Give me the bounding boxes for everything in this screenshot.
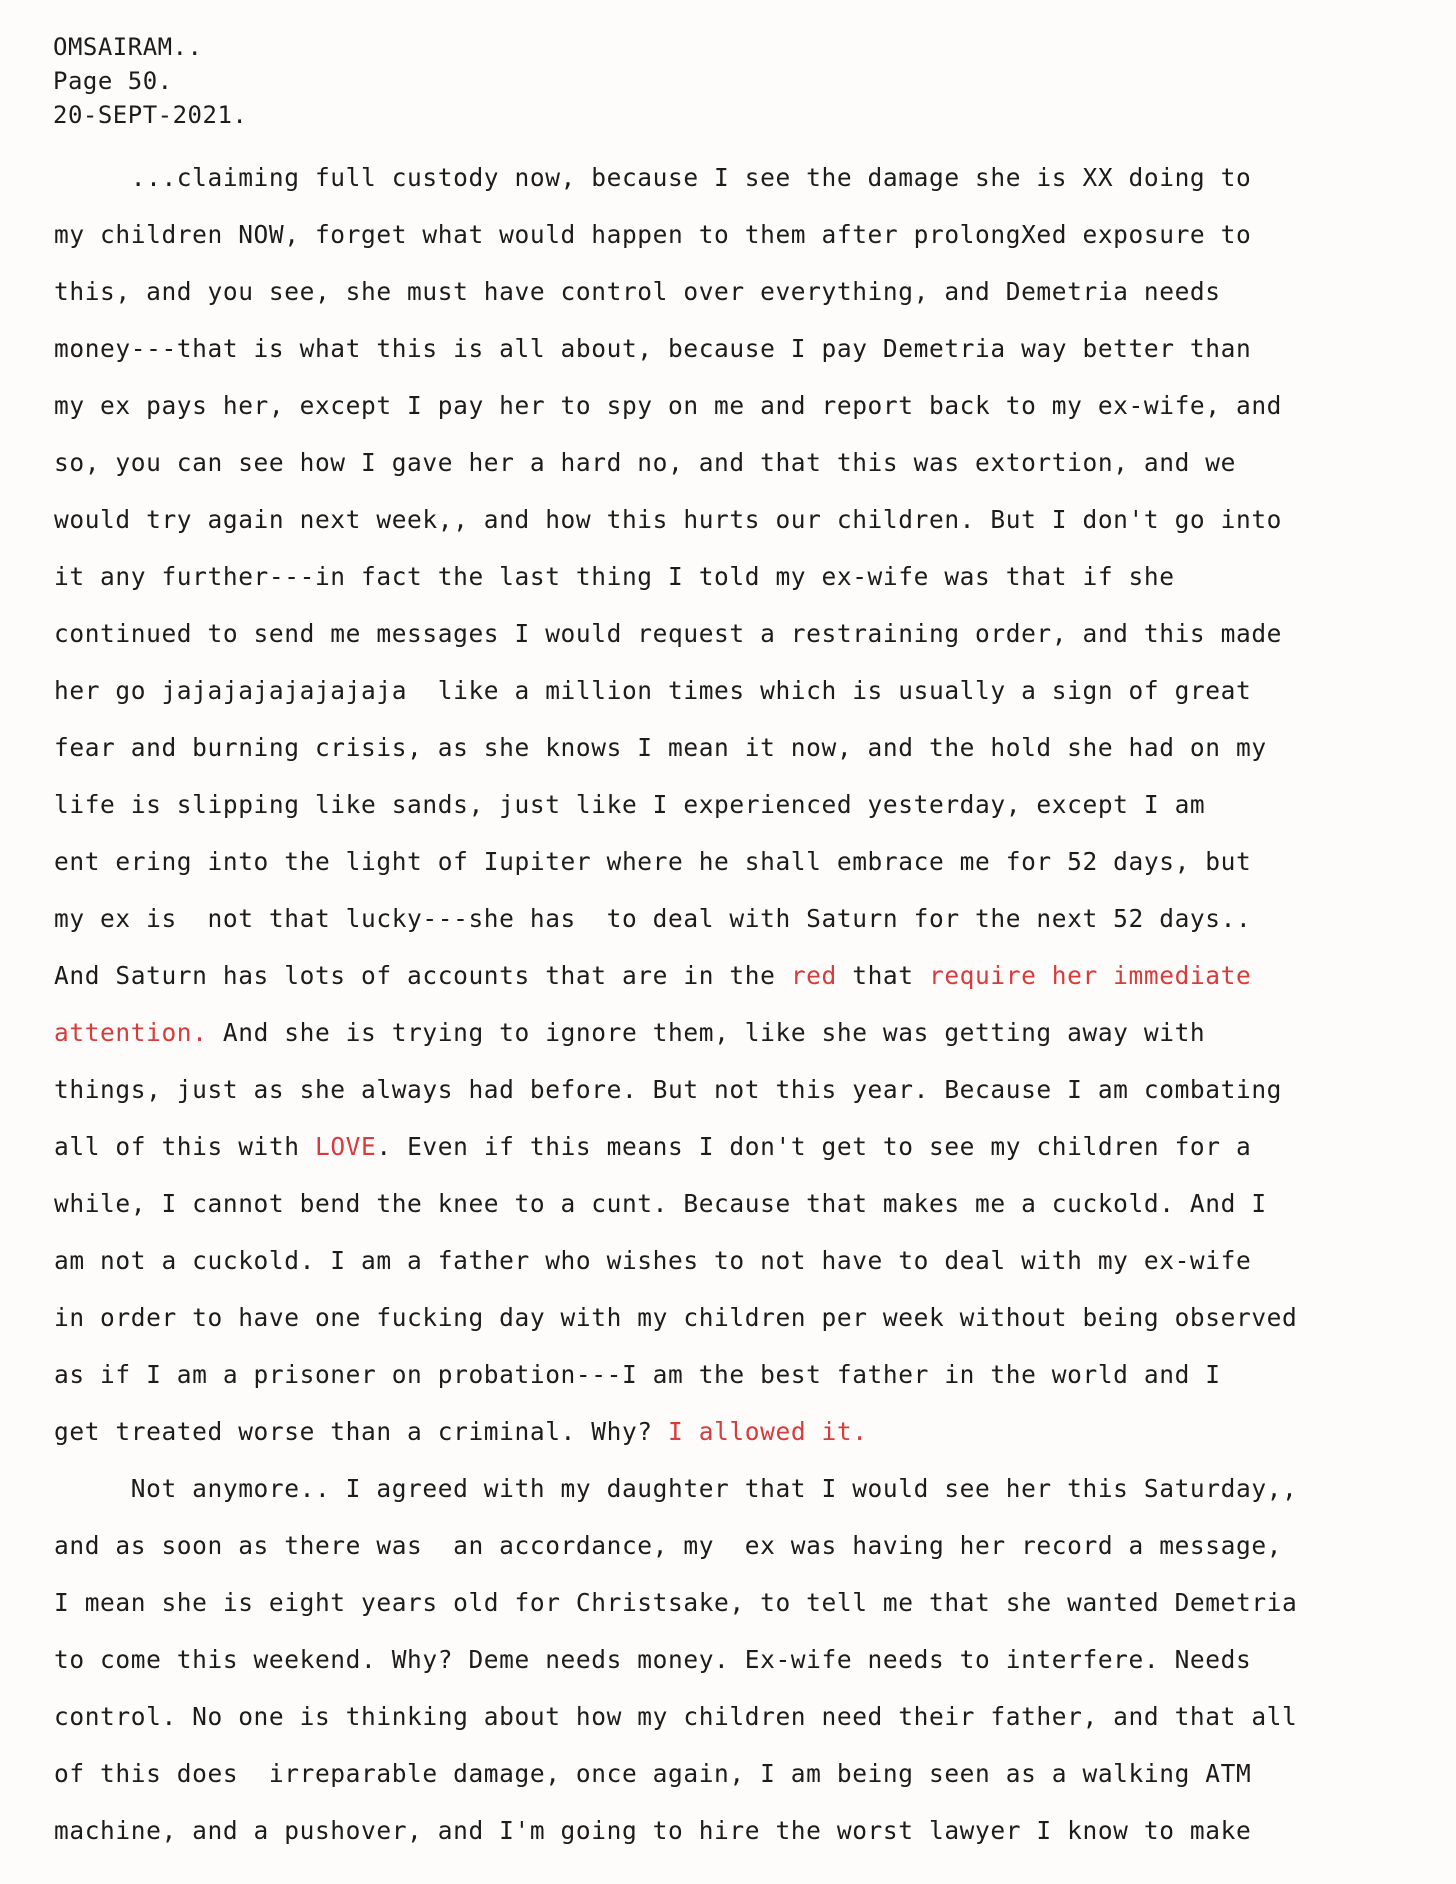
page-number: Page 50.	[53, 67, 173, 95]
text-line	[54, 548, 1444, 605]
text-segment: her go jajajajajajajaja like a million times which is usually a sign of great	[54, 676, 1252, 705]
text-line	[54, 1631, 1444, 1688]
text-line	[54, 662, 1444, 719]
text-segment: my ex pays her, except I pay her to spy on me and report back to my ex-wife, and	[54, 391, 1283, 420]
text-line	[54, 263, 1444, 320]
text-segment: to come this weekend. Why? Deme needs money. Ex-wife needs to interfere. Needs	[54, 1645, 1252, 1674]
body-text	[54, 149, 1444, 1859]
text-line	[54, 719, 1444, 776]
text-segment: And she is trying to ignore them, like she was getting away with	[207, 1018, 1206, 1047]
text-line	[54, 1004, 1444, 1061]
text-segment: ent ering into the light of Iupiter where he shall embrace me for 52 days, but	[54, 847, 1252, 876]
text-segment: and as soon as there was an accordance, my ex was having her record a message,	[54, 1531, 1283, 1560]
text-line	[54, 1346, 1444, 1403]
text-segment: life is slipping like sands, just like I experienced yesterday, except I am	[54, 790, 1206, 819]
red-text-segment: require her immediate	[928, 961, 1252, 990]
text-line	[54, 1802, 1444, 1859]
text-segment: of this does irreparable damage, once again, I am being seen as a walking ATM	[54, 1759, 1252, 1788]
text-line	[54, 1118, 1444, 1175]
red-text-segment: attention.	[54, 1018, 208, 1047]
text-line	[54, 1688, 1444, 1745]
text-line	[54, 890, 1444, 947]
text-segment: am not a cuckold. I am a father who wishes to not have to deal with my ex-wife	[54, 1246, 1252, 1275]
header-title: OMSAIRAM..	[53, 33, 203, 61]
text-segment: control. No one is thinking about how my children need their father, and that all	[54, 1702, 1298, 1731]
text-line	[54, 1175, 1444, 1232]
text-line	[54, 1232, 1444, 1289]
page-header	[53, 30, 247, 132]
text-line	[54, 776, 1444, 833]
text-segment: doing to	[1113, 163, 1252, 192]
text-segment: . Even if this means I don't get to see my children for a	[376, 1132, 1252, 1161]
text-line	[54, 377, 1444, 434]
text-line	[54, 833, 1444, 890]
text-segment: And Saturn has lots of accounts that are in the	[54, 961, 791, 990]
text-line	[54, 491, 1444, 548]
text-segment: this, and you see, she must have control over everything, and Demetria needs	[54, 277, 1221, 306]
text-segment: XX	[1082, 163, 1114, 192]
text-line	[54, 1517, 1444, 1574]
text-segment: that	[836, 961, 929, 990]
red-text-segment: LOVE	[314, 1132, 377, 1161]
text-segment: ...claiming full custody now, because I see the damage she is	[54, 163, 1083, 192]
text-segment: get treated worse than a criminal. Why?	[54, 1417, 669, 1446]
text-line	[54, 206, 1444, 263]
text-line	[54, 1061, 1444, 1118]
text-segment: so, you can see how I gave her a hard no, and that this was extortion, and we	[54, 448, 1236, 477]
text-segment: I mean she is eight years old for Christsake, to tell me that she wanted Demetria	[54, 1588, 1298, 1617]
text-line	[54, 1574, 1444, 1631]
text-segment: continued to send me messages I would request a restraining order, and this made	[54, 619, 1283, 648]
text-segment: it any further---in fact the last thing I told my ex-wife was that if she	[54, 562, 1175, 591]
text-segment: my children NOW, forget what would happen to them after prolongXed exposure to	[54, 220, 1252, 249]
text-segment: while, I cannot bend the knee to a cunt. Because that makes me a cuckold. And I	[54, 1189, 1267, 1218]
text-line	[54, 1403, 1444, 1460]
text-segment: fear and burning crisis, as she knows I mean it now, and the hold she had on my	[54, 733, 1267, 762]
text-line	[54, 1289, 1444, 1346]
text-segment: Not anymore.. I agreed with my daughter that I would see her this Saturday,,	[54, 1474, 1298, 1503]
text-segment: things, just as she always had before. But not this year. Because I am combating	[54, 1075, 1283, 1104]
red-text-segment: I allowed it.	[668, 1417, 868, 1446]
text-line	[54, 1460, 1444, 1517]
text-line	[54, 605, 1444, 662]
red-text-segment: red	[790, 961, 837, 990]
text-line	[54, 320, 1444, 377]
text-segment: machine, and a pushover, and I'm going to hire the worst lawyer I know to make	[54, 1816, 1252, 1845]
text-line	[54, 434, 1444, 491]
text-line	[54, 149, 1444, 206]
page-date: 20-SEPT-2021.	[53, 101, 248, 129]
text-line	[54, 947, 1444, 1004]
text-segment: money---that is what this is all about, because I pay Demetria way better than	[54, 334, 1252, 363]
text-segment: would try again next week,, and how this hurts our children. But I don't go into	[54, 505, 1283, 534]
text-segment: in order to have one fucking day with my children per week without being observed	[54, 1303, 1298, 1332]
text-segment: all of this with	[54, 1132, 315, 1161]
text-line	[54, 1745, 1444, 1802]
text-segment: as if I am a prisoner on probation---I am the best father in the world and I	[54, 1360, 1221, 1389]
text-segment: my ex is not that lucky---she has to deal with Saturn for the next 52 days..	[54, 904, 1252, 933]
